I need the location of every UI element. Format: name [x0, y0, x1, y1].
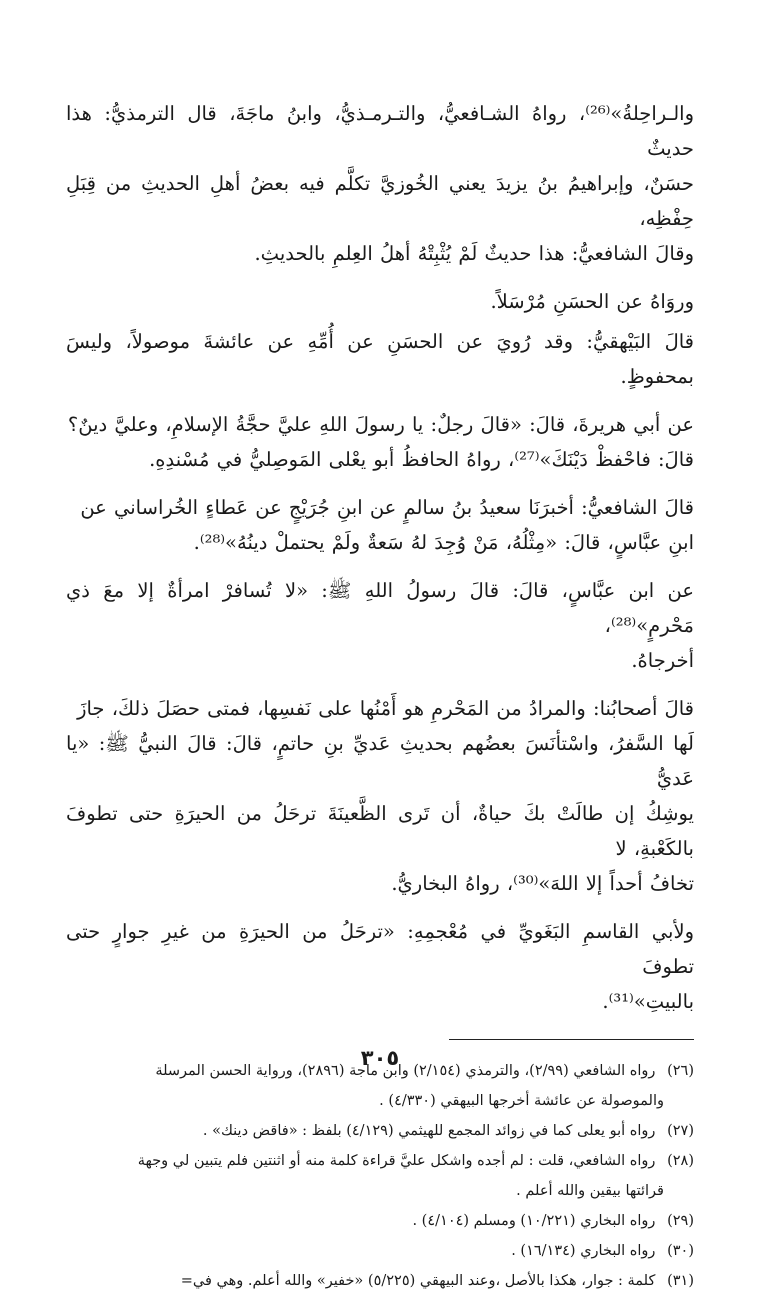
footnote-text: رواه الشافعي، قلت : لم أجده واشكل عليَّ قراءة كلمة منه أو اثنتين فلم يتبين لي وجهة: [137, 1153, 656, 1169]
text-line: قالَ: فاحْفظْ دَيْنَكَ»⁽²⁷⁾، رواهُ الحافظُ أبو يعْلى المَوصِليُّ في مُسْندِهِ.: [149, 448, 694, 471]
text-line: ولأبي القاسمِ البَغَويِّ في مُعْجمِهِ: «ترحَلُ من الحيرَةِ من غيرِ جوارٍ حتى تطوفَ: [66, 920, 694, 978]
footnote-number: (٢٨): [667, 1153, 694, 1169]
text-line: لَها السَّفرُ، واسْتأنَسَ بعضُهم بحديثِ عَديِّ بنِ حاتمٍ، قالَ: قالَ النبيُّ ﷺ: «يا عَديُّ: [66, 732, 694, 790]
footnote-text: رواه البخاري (١٦/١٣٤) .: [511, 1243, 656, 1259]
footnote-30: [66, 1236, 694, 1266]
text-line: أخرجاهُ.: [631, 649, 694, 672]
paragraph-1: [66, 96, 694, 271]
footnote-text-cont: قرائتها بيقين والله أعلم .: [516, 1183, 664, 1199]
footnote-number: (٢٧): [667, 1123, 694, 1139]
footnote-31: [66, 1266, 694, 1296]
paragraph-7: [66, 691, 694, 901]
footnote-number: (٣٠): [667, 1243, 694, 1259]
paragraph-3: [66, 324, 694, 394]
page-number: ٣٠٥: [360, 1046, 400, 1070]
footnote-text: رواه البخاري (١٠/٢٢١) ومسلم (٤/١٠٤) .: [412, 1213, 656, 1229]
footnote-29: [66, 1206, 694, 1236]
footnote-number: (٣١): [667, 1273, 694, 1289]
paragraph-4: [66, 407, 694, 477]
text-line: وروَاهُ عن الحسَنِ مُرْسَلاً.: [490, 290, 694, 313]
footnote-text: كلمة : جوار، هكذا بالأصل ،وعند البيهقي (٥/٢٢٥) «خفير» والله أعلم. وهي في=: [180, 1273, 656, 1289]
footnote-number: (٢٩): [667, 1213, 694, 1229]
text-line: قالَ البَيْهقيُّ: وقد رُويَ عن الحسَنِ عن أُمِّهِ عن عائشةَ موصولاً، وليسَ بمحفوظٍ.: [66, 330, 694, 388]
paragraph-5: [66, 490, 694, 560]
footnote-text-cont: والموصولة عن عائشة أخرجها البيهقي (٤/٣٣٠) .: [379, 1093, 664, 1109]
text-line: تخافُ أحداً إلا اللهَ»⁽³⁰⁾، رواهُ البخاريُّ.: [391, 872, 694, 895]
text-line: بالبيتِ»⁽³¹⁾.: [602, 990, 694, 1013]
text-line: عن أبي هريرةَ، قالَ: «قالَ رجلٌ: يا رسولَ اللهِ عليَّ حجَّةُ الإسلامِ، وعليَّ دينٌ؟: [67, 413, 694, 436]
paragraph-8: [66, 914, 694, 1019]
text-line: وقالَ الشافعيُّ: هذا حديثٌ لَمْ يُثْبِتْهُ أهلُ العِلمِ بالحديثِ.: [254, 242, 694, 265]
footnote-27: [66, 1116, 694, 1146]
text-line: عن ابن عبَّاسٍ، قالَ: قالَ رسولُ اللهِ ﷺ: «لا تُسافرْ امرأةٌ إلا معَ ذي مَحْرمٍ»⁽²⁸⁾،: [66, 579, 694, 637]
footnote-28: [66, 1146, 694, 1206]
footnote-text: رواه الشافعي (٢/٩٩)، والترمذي (٢/١٥٤) وابن ماجة (٢٨٩٦)، ورواية الحسن المرسلة: [155, 1063, 656, 1079]
text-line: قالَ الشافعيُّ: أخبرَنَا سعيدُ بنُ سالمٍ عن ابنِ جُرَيْجٍ عن عَطاءٍ الخُراساني عن: [80, 496, 694, 519]
paragraph-2: [66, 284, 694, 319]
footnote-text: رواه أبو يعلى كما في زوائد المجمع للهيثمي (٤/١٢٩) بلفظ : «فاقض دينك» .: [202, 1123, 656, 1139]
main-text: [66, 96, 694, 1019]
text-line: يوشِكُ إن طالَتْ بكَ حياةٌ، أن تَرى الظَّعينَةَ ترحَلُ من الحيرَةِ حتى تطوفَ بالكَعْبةِ، لا: [66, 802, 694, 860]
footnote-separator: [449, 1039, 694, 1040]
text-line: حسَنٌ، وإبراهيمُ بنُ يزيدَ يعني الخُوزيَّ تكلَّم فيه بعضُ أهلِ الحديثِ من قِبَلِ حِفْظِه،: [66, 172, 694, 230]
text-line: والـراحِلةُ»⁽²⁶⁾، رواهُ الشـافعيُّ، والتـرمـذيُّ، وابنُ ماجَةَ، قال الترمذيُّ: هذا حديثٌ: [66, 102, 694, 160]
text-line: ابنِ عبَّاسٍ، قالَ: «مِثْلُهُ، مَنْ وُجِدَ لهُ سَعةٌ ولَمْ يحتملْ دينُهُ»⁽²⁸⁾.: [193, 531, 694, 554]
footnote-number: (٢٦): [667, 1063, 694, 1079]
footnotes: [66, 1056, 694, 1296]
text-line: قالَ أصحابُنا: والمرادُ من المَحْرمِ هو أَمْنُها على نَفسِها، فمتى حصَلَ ذلكَ، جازَ: [77, 697, 694, 720]
paragraph-6: [66, 573, 694, 678]
